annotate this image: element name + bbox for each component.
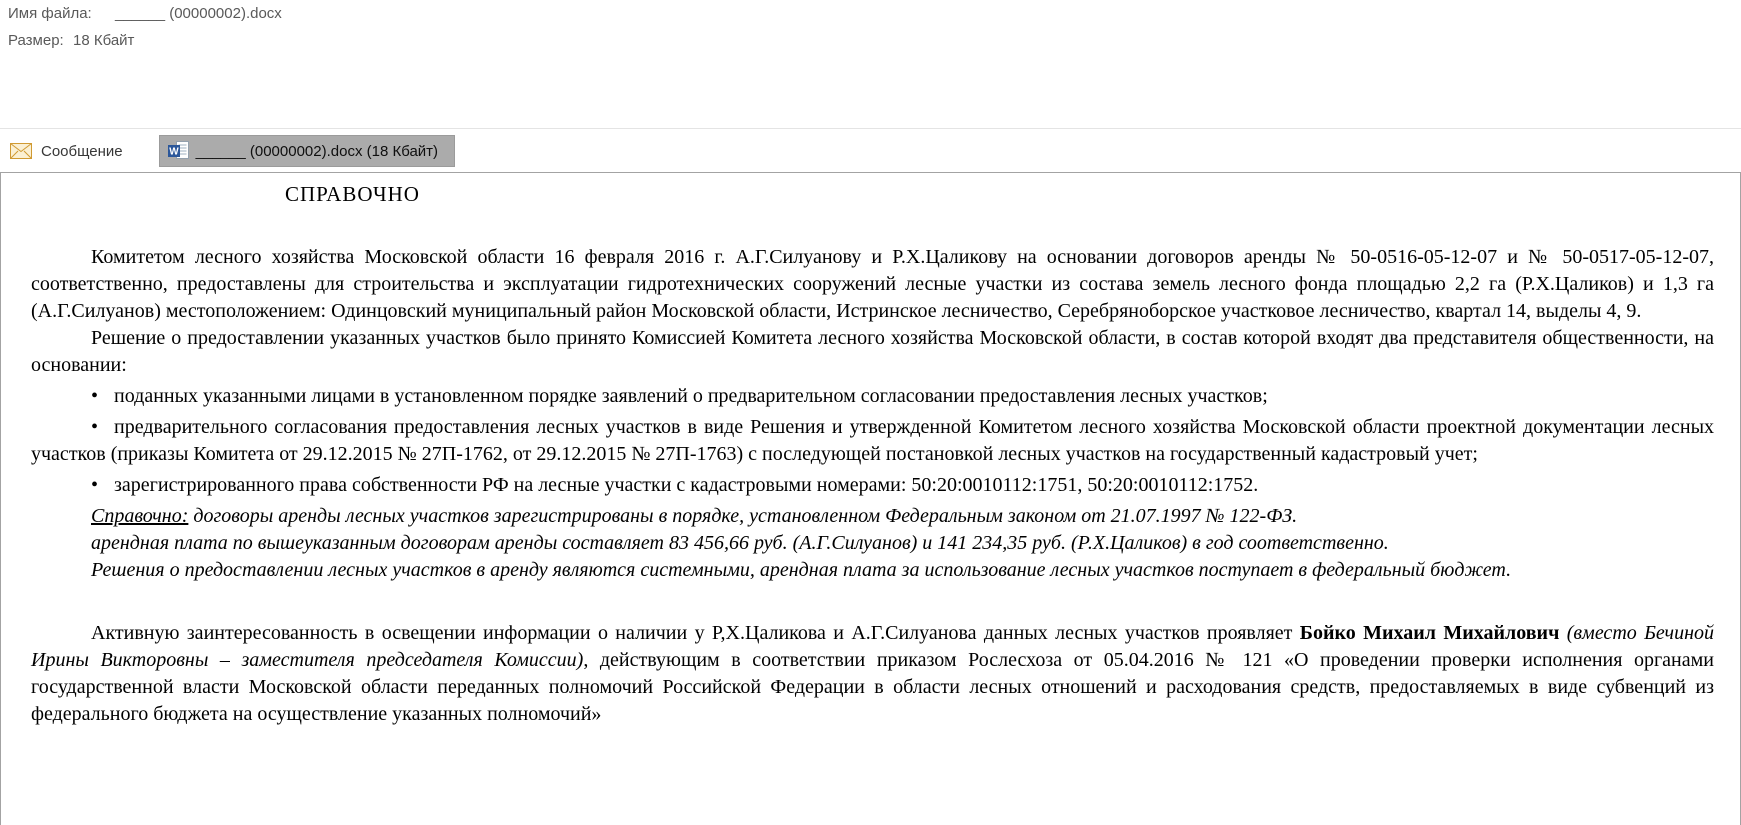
final-run-parenthetical-italic: (вместо Бечиной Ирины Викторовны – заместителя председателя Комиссии) <box>31 622 1714 671</box>
paragraph-final <box>31 620 1714 728</box>
envelope-icon <box>10 143 32 159</box>
file-name-row <box>8 5 1741 22</box>
attachment-chip[interactable] <box>159 135 455 167</box>
document-panel <box>0 172 1741 825</box>
file-size-label: Размер: <box>8 32 64 49</box>
bullet-text: предварительного согласования предоставления лесных участков в виде Решения и утвержденной Комитетом лесного хозяйства Московской области проектной документации лесных участков (приказы Комитета от 29.12.2015 № 27П-1762, от 29.12.2015 № 27П-1763) с последующей постановкой лесных участков на государственный кадастровый учет; <box>31 416 1714 465</box>
final-run-tail: , действующим в соответствии приказом Рослесхоза от 05.04.2016 № 121 «О проведении проверки исполнения органами государственной власти Московской области переданных полномочий Российской Федерации в области лесных отношений и расходования средств, предоставляемых в виде субвенций из федерального бюджета на осуществление указанных полномочий» <box>31 649 1714 725</box>
bullet-text: поданных указанными лицами в установленном порядке заявлений о предварительном согласовании предоставления лесных участков; <box>114 385 1268 407</box>
reference-line-rent: арендная плата по вышеуказанным договорам аренды составляет 83 456,66 руб. (А.Г.Силуанов) и 141 234,35 руб. (Р.Х.Цаликов) в год соответственно. <box>91 532 1389 554</box>
paragraph-lease-grant: Комитетом лесного хозяйства Московской области 16 февраля 2016 г. А.Г.Силуанову и Р.Х.Цаликову на основании договоров аренды № 50-0516-05-12-07 и № 50-0517-05-12-07, соответственно, предоставлены для строительства и эксплуатации гидротехнических сооружений лесные участки из состава земель лесного фонда площадью 2,2 га (Р.Х.Цаликов) и 1,3 га (А.Г.Силуанов) местоположением: Одинцовский муниципальный район Московской области, Истринское лесничество, Серебряноборское участковое лесничество, квартал 14, выделы 4, 9. <box>31 246 1714 322</box>
bullet-item-registered-rights <box>31 472 1714 499</box>
reference-text: договоры аренды лесных участков зарегистрированы в порядке, установленном Федеральным законом от 21.07.1997 № 122-ФЗ. <box>188 505 1298 527</box>
bullet-text: зарегистрированного права собственности РФ на лесные участки с кадастровыми номерами: 50:20:0010112:1751, 50:20:0010112:1752. <box>114 474 1259 496</box>
bullet-item-applications <box>31 383 1714 410</box>
file-name-label: Имя файла: <box>8 5 92 22</box>
paragraph-commission-decision: Решение о предоставлении указанных участков было принято Комиссией Комитета лесного хозяйства Московской области, в состав которой входят два представителя общественности, на основании: <box>31 327 1714 376</box>
file-name-value: ______ (00000002).docx <box>115 5 282 22</box>
attachment-name: ______ (00000002).docx (18 Кбайт) <box>195 142 439 160</box>
file-size-value: 18 Кбайт <box>73 32 135 49</box>
file-meta <box>0 0 1741 49</box>
reference-line-registration <box>31 503 1714 530</box>
reference-label: Справочно: <box>91 505 189 527</box>
bullet-marker: • <box>91 385 99 407</box>
word-document-icon <box>168 141 190 161</box>
final-run-name-bold: Бойко Михаил Михайлович <box>1299 622 1560 644</box>
message-bar <box>0 128 1741 173</box>
reference-line-budget: Решения о предоставлении лесных участков в аренду являются системными, арендная плата за использование лесных участков поступает в федеральный бюджет. <box>91 559 1512 581</box>
bullet-marker: • <box>91 474 99 496</box>
svg-text:W: W <box>168 146 179 158</box>
final-run-lead: Активную заинтересованность в освещении информации о наличии у Р,Х.Цаликова и А.Г.Силуанова данных лесных участков проявляет <box>91 622 1300 644</box>
document-title: СПРАВОЧНО <box>285 182 420 206</box>
bullet-item-preliminary-approval <box>31 414 1714 468</box>
bullet-marker: • <box>91 416 99 438</box>
file-size-row <box>8 32 1741 49</box>
message-label: Сообщение <box>41 142 123 160</box>
